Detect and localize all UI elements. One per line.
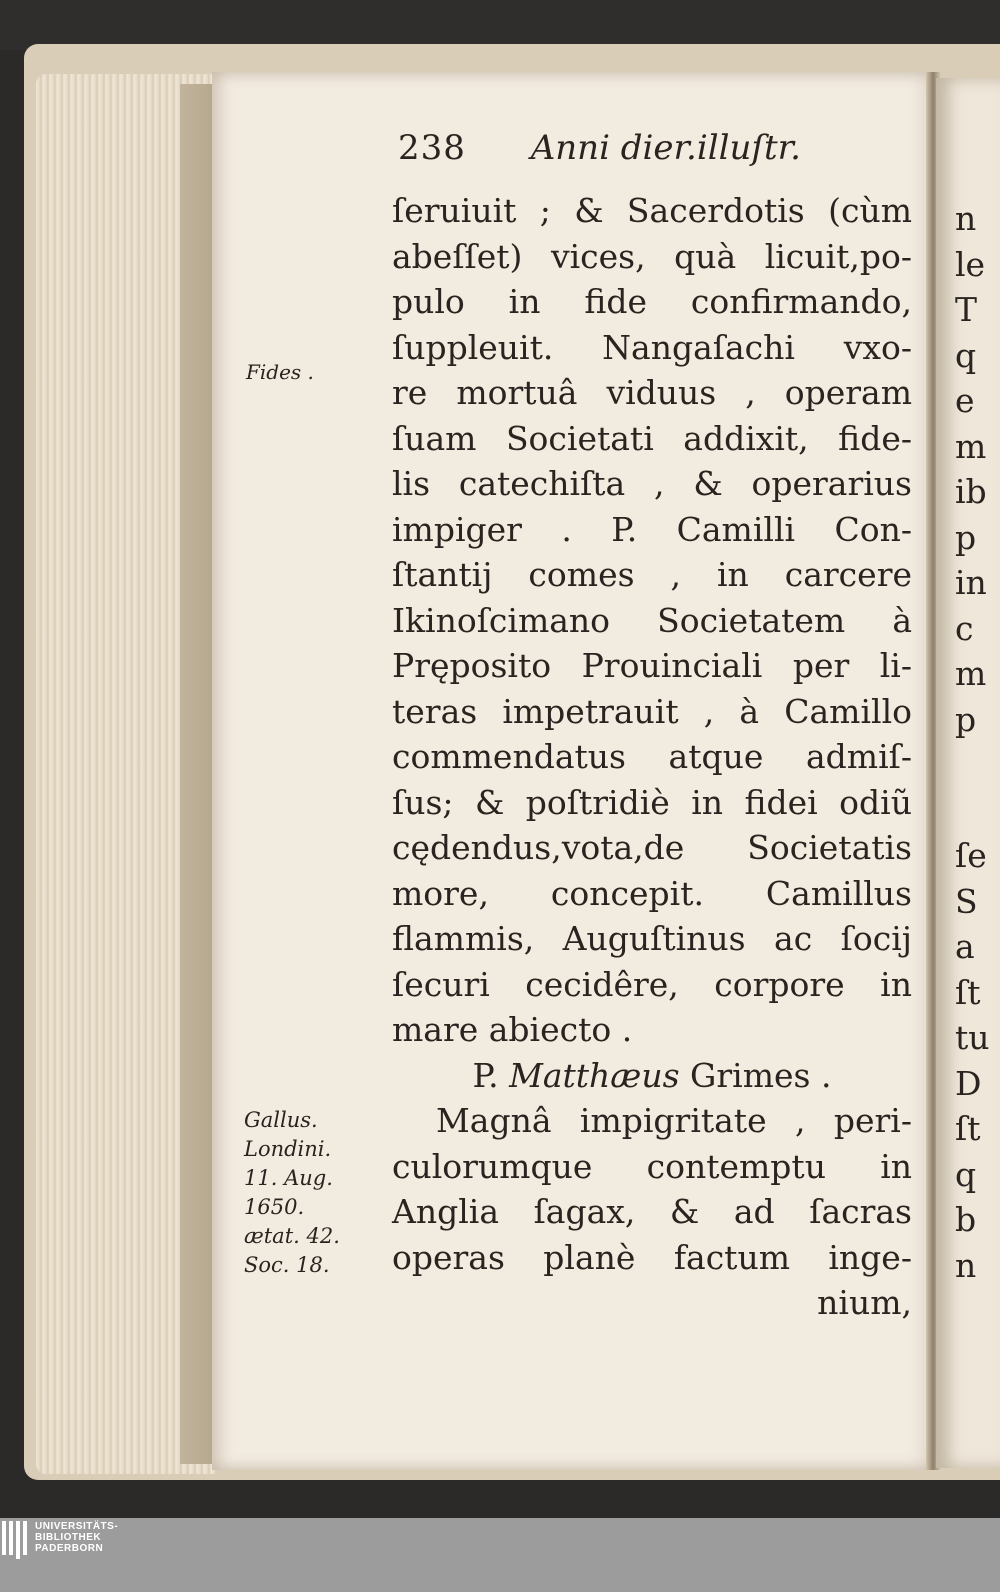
text-line: ſus; & poſtridiè in fidei odiũ (392, 782, 912, 822)
text-line: re mortuâ viduus , operam (392, 373, 912, 412)
next-page-line: le (955, 244, 986, 284)
next-page-line: n (955, 1245, 977, 1285)
next-page-line: S (955, 881, 978, 921)
next-page-line: m (955, 654, 987, 693)
text-line: ſtantij comes , in carcere (392, 555, 912, 594)
library-name-line: BIBLIOTHEK (35, 1532, 102, 1543)
page-header (398, 128, 801, 168)
next-page-line (955, 788, 990, 834)
heading-name: Matthæus (509, 1055, 680, 1095)
text-line: cędendus,vota,de Societatis (392, 828, 912, 867)
margin-note-line: Londini. (244, 1137, 332, 1161)
margin-note-line: Gallus. (244, 1108, 318, 1132)
next-page-line: q (955, 335, 977, 375)
next-page-line: tu (955, 1018, 990, 1057)
next-page-line: c (955, 608, 974, 648)
scan-background (0, 0, 1000, 50)
library-name-line: UNIVERSITÄTS- (35, 1521, 119, 1532)
text-line: commendatus atque admiſ- (392, 737, 912, 776)
text-line: operas planè factum inge- (392, 1237, 912, 1277)
next-page-line: ſt (955, 972, 981, 1012)
text-line: ſuam Societati addixit, fide- (392, 418, 912, 458)
section-heading (392, 1053, 912, 1099)
margin-note-line: ætat. 42. (244, 1224, 340, 1248)
footer-bar (0, 1518, 1000, 1592)
next-page-line: D (955, 1063, 982, 1103)
next-page-line (955, 742, 990, 788)
next-page-line: p (955, 517, 977, 557)
next-page-line: a (955, 927, 975, 966)
margin-note-line: Soc. 18. (244, 1253, 330, 1277)
text-line: teras impetrauit , à Camillo (392, 691, 912, 731)
text-line: ſecuri cecidêre, corpore in (392, 964, 912, 1004)
heading-surname: Grimes . (690, 1055, 832, 1095)
text-line: lis catechiſta , & operarius (392, 464, 912, 503)
text-line: pulo in fide confirmando, (392, 282, 912, 321)
library-logo (2, 1521, 118, 1559)
next-page-line: p (955, 699, 977, 739)
library-name-line: PADERBORN (35, 1543, 104, 1554)
margin-note-line: 1650. (244, 1195, 305, 1219)
text-line: ſuppleuit. Nangaſachi vxo- (392, 327, 912, 367)
margin-note-gallus (244, 1106, 340, 1280)
text-line: abeſſet) vices, quà licuit,po- (392, 236, 912, 276)
text-line: Anglia ſagax, & ad ſacras (392, 1192, 912, 1231)
next-page-line: ſt (955, 1109, 981, 1148)
next-page-line: e (955, 381, 975, 420)
text-line: more, concepit. Camillus (392, 873, 912, 913)
next-page-line: q (955, 1154, 977, 1194)
next-page-line: n (955, 199, 977, 238)
text-line: ſeruiuit ; & Sacerdotis (cùm (392, 191, 912, 230)
margin-note-fides: Fides . (246, 360, 314, 384)
text-line: impiger . P. Camilli Con- (392, 509, 912, 549)
text-line: Pręposito Prouinciali per li- (392, 646, 912, 685)
text-line: Ikinoſcimano Societatem à (392, 600, 912, 640)
heading-prefix: P. (472, 1055, 499, 1095)
text-line: culorumque contemptu in (392, 1146, 912, 1186)
next-page-line: T (955, 290, 978, 329)
next-page-line: m (955, 426, 987, 466)
text-line: mare abiecto . (392, 1010, 633, 1049)
next-page-text (955, 196, 990, 1288)
page-number: 238 (398, 128, 466, 168)
library-name (35, 1521, 118, 1554)
body-text (392, 188, 912, 1326)
margin-note-line: 11. Aug. (244, 1166, 333, 1190)
next-page-line: ib (955, 472, 987, 511)
text-line: Magnâ impigritate , peri- (436, 1101, 912, 1140)
next-page-line: in (955, 563, 987, 602)
next-page-line: ſe (955, 836, 987, 875)
catchword: nium, (817, 1283, 912, 1322)
next-page-line: b (955, 1200, 977, 1239)
library-logo-icon (2, 1521, 27, 1559)
running-title: Anni dier.illuſtr. (530, 128, 801, 168)
text-line: flammis, Auguſtinus ac ſocij (392, 919, 912, 958)
